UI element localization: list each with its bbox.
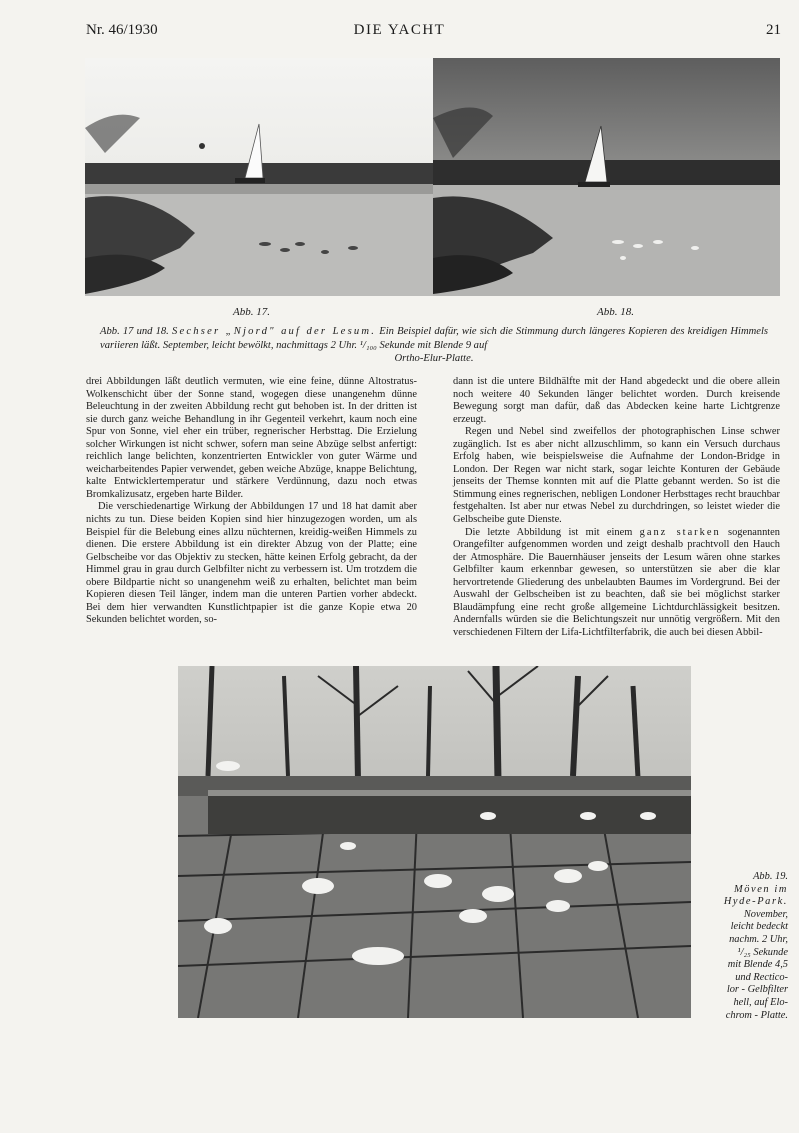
caption-line: Abb. 19.	[753, 871, 788, 882]
paragraph: Die verschiedenartige Wirkung der Abbildungen 17 und 18 hat damit aber nichts zu tun. Diese beiden Kopien sind hier hinzugezogen worden, um als Beispiel für die Belebung eines allzu nüchternen, kreidig-weißen Himmels zu dienen. Die erstere Abbildung ist ein direkter Abzug von der Platte; eine Gelbscheibe vor das Objektiv zu stecken, hätte keinen Erfolg gebracht, da der Himmel grau in grau durch Gelbfilter nicht zu verbessern ist. Um trotzdem die obere Bildpartie nicht so unangenehm weiß zu erhalten, belichtet man beim Kopieren diesen Teil länger, indem man die unteren Partien vorher abdeckt. Bei dem hier verwandten Kunstlichtpapier ist die ganze Kopie etwa 20 Sekunden belichtet worden, so-	[86, 501, 417, 626]
caption-lead: Abb. 17 und 18.	[100, 326, 169, 337]
figure-caption-19	[692, 871, 788, 1022]
issue-number: Nr. 46/1930	[86, 22, 158, 38]
page-number: 21	[766, 22, 781, 38]
paragraph-text: Die letzte Abbildung ist mit einem	[465, 526, 633, 538]
text-column-left	[86, 376, 417, 627]
figure-17-label: Abb. 17.	[233, 306, 270, 318]
caption-body: Ein Beispiel dafür, wie sich die Stimmung durch längeres Kopieren des kreidigen Himmels variieren läßt. September, leicht bewölkt, nachmittags 2 Uhr. ¹/₁₀₀ Sekunde mit Blende 9 auf	[100, 326, 769, 351]
photo-abb-18	[433, 58, 780, 296]
caption-line: und Rectico-	[735, 971, 788, 983]
caption-last-line: Ortho-Elur-Platte.	[394, 353, 474, 364]
photo-abb-19	[178, 666, 691, 1018]
caption-subject: Sechser „Njord" auf der Lesum.	[171, 326, 377, 337]
photo-abb-17	[85, 58, 433, 296]
caption-line: chrom - Platte.	[725, 1009, 788, 1021]
caption-line: ¹/₂₅ Sekunde	[737, 946, 788, 958]
paragraph-text: sogenannten Orangefilter aufgenommen worden und zeigt deshalb prachtvoll den Hauch der Atmosphäre. Die Bauernhäuser jenseits der Lesum wären ohne starkes Gelbfilter kaum erkennbar gewesen, so unterstützen sie aber die klar hervortretende Gliederung des unbelaubten Baumes im Vordergrund. Bei der Auswahl der Gelbscheiben ist zu beachten, daß sie bei möglichst starker Blaudämpfung eine recht große allgemeine Lichtdurchlässigkeit besitzen. Andernfalls würden sie die Belichtungszeit nur unnötig vergrößern. Mit den verschiedenen Filtern der Lifa-Lichtfilterfabrik, die auch bei diesen Abbil-	[453, 526, 780, 638]
text-column-right	[453, 376, 780, 639]
emphasis-text: ganz starken	[639, 526, 721, 538]
caption-line: Hyde-Park.	[723, 896, 788, 908]
figure-18-label: Abb. 18.	[597, 306, 634, 318]
paragraph: Regen und Nebel sind zweifellos der photographischen Linse schwer zugänglich. Ist es aber nicht allzuschlimm, so kann ein Versuch durchaus Erfolg haben, wie beispielsweise die Aufnahme der London-Bridge in London. Der Regen war nicht stark, sogar leichte Konturen der Gebäude jenseits der Themse konnten mit auf die Platte gebannt werden. So ist die Stimmung eines regnerischen, nebligen Londoner Herbsttages recht brauchbar festgehalten. Ist aber nur etwas Nebel zu durchdringen, so leistet wieder die Gelbscheibe gute Dienste.	[453, 426, 780, 526]
paragraph	[453, 527, 780, 640]
caption-line: mit Blende 4,5	[727, 959, 788, 971]
caption-line: Möven im	[733, 883, 788, 895]
caption-line: leicht bedeckt	[730, 921, 788, 933]
paragraph: drei Abbildungen läßt deutlich vermuten, wie eine feine, dünne Altostratus-Wolkenschicht über der Sonne stand, wogegen diese unangenehm dünne Beleuchtung in der zweiten Abbildung recht gut behoben ist. In der dritten ist sie durch ganz weiche Behandlung in ihr Gegenteil verkehrt, kaum noch eine Spur von Sonne, viel eher ein trüber, regnerischer Herbsttag. Die Erzielung solcher Wirkungen ist nicht schwer, sofern man seine Abzüge selbst anfertigt: reichlich lange belichten, konzentrierten Entwickler von guter Wärme und weicharbeitendes Papier verwendet, geben weiche Abzüge, knappe Belichtung, kalte Entwicklertemperatur und stärkere Verdünnung, dazu noch etwas Bromkalizusatz, ergeben harte Bilder.	[86, 376, 417, 500]
caption-line: hell, auf Elo-	[733, 996, 788, 1008]
paragraph: dann ist die untere Bildhälfte mit der Hand abgedeckt und die obere allein noch weitere 40 Sekunden länger belichtet worden. Durch kreisende Bewegung sorgt man dafür, daß das Abdecken keine harte Lichtgrenze erzeugt.	[453, 376, 780, 425]
journal-title: DIE YACHT	[353, 22, 446, 38]
caption-line: lor - Gelbfilter	[726, 984, 788, 996]
figure-caption-17-18	[100, 325, 768, 366]
caption-line: November,	[743, 908, 788, 920]
caption-line: nachm. 2 Uhr,	[729, 933, 788, 945]
